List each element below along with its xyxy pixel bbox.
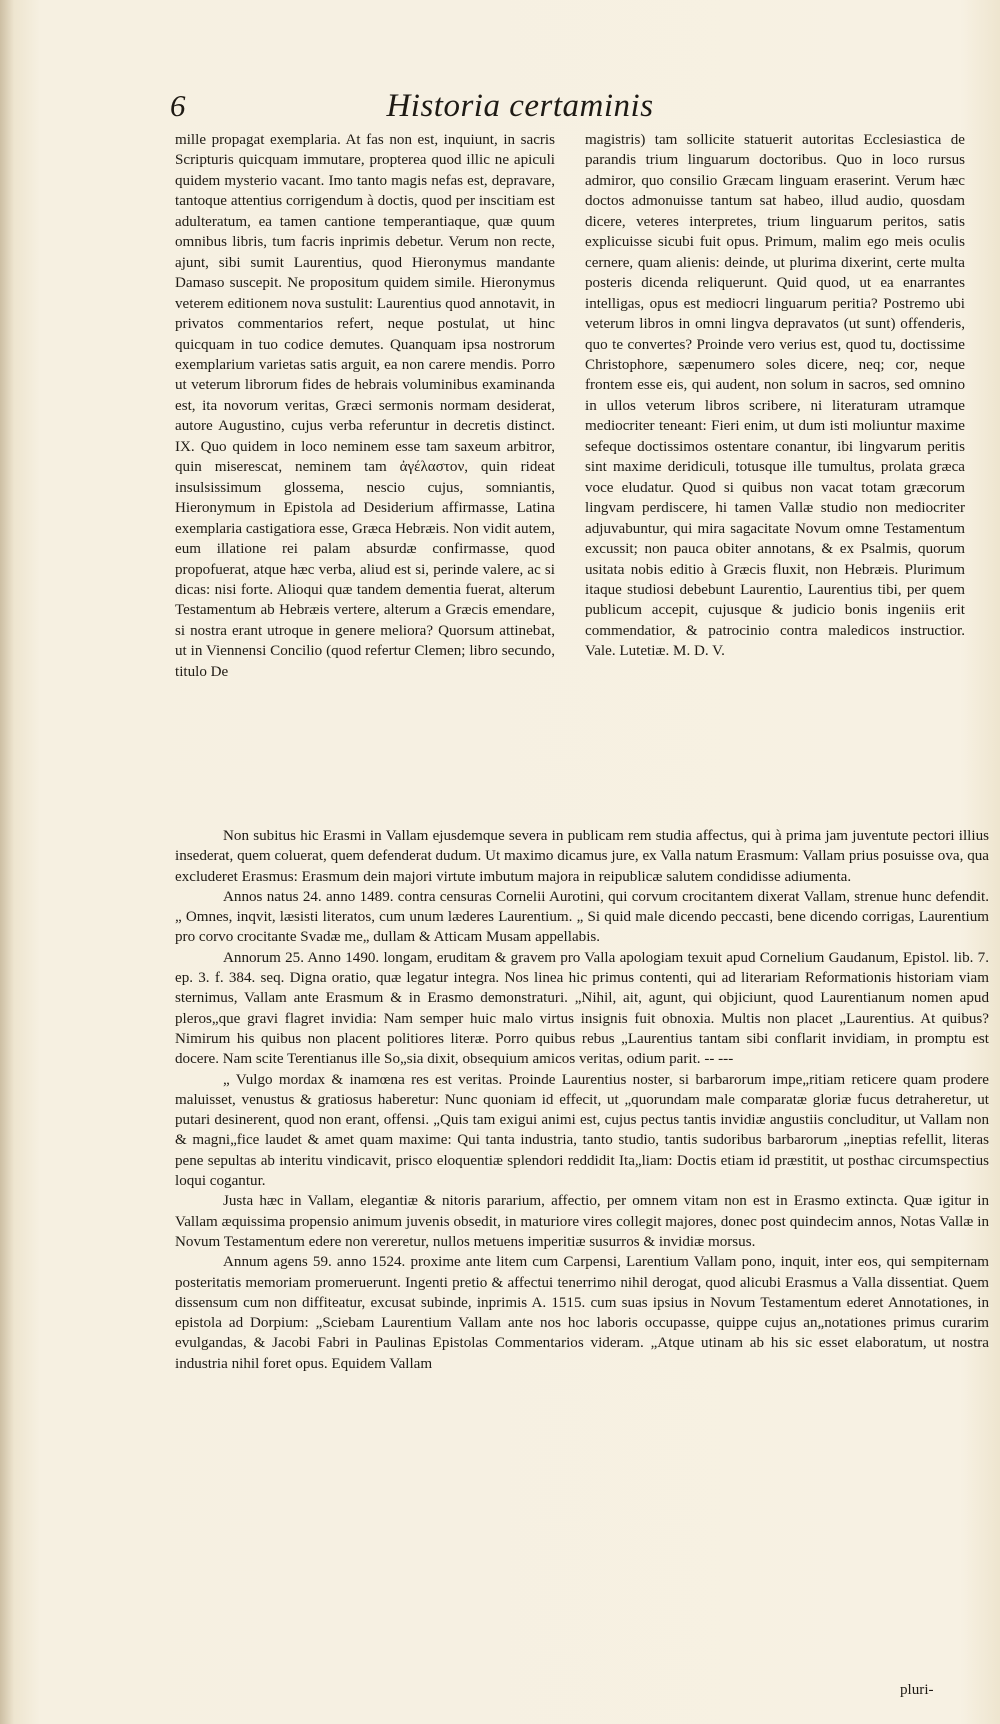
page-number: 6 [170,88,186,123]
catchword: pluri- [900,1682,934,1698]
main-text [175,826,989,1374]
paragraph-6: Annum agens 59. anno 1524. proxime ante litem cum Carpensi, Larentium Vallam pono, inquit, inter eos, qui sempiternam posteritatis memoriam promeruerunt. Ingenti pretio & affectui tenerrimo nihil derogat, quod alicubi Erasmus a Valla dissentiat. Quem dissensum cum non diffiteatur, excusat subinde, inprimis A. 1515. cum suas ipsius in Novum Testamentum ederet Annotationes, in epistola ad Dorpium: „Sciebam Laurentium Vallam ante nos hoc laboris occupasse, quippe cujus an„notationes primus curarim evulgandas, & Jacobi Fabri in Paulinas Epistolas Commentarios videram. „Atque utinam ab his sic esset elaboratum, ut nostra industria nihil foret opus. Equidem Vallam [175,1254,989,1372]
right-column [585,130,965,662]
paragraph-1: Non subitus hic Erasmi in Vallam ejusdemque severa in publicam rem studia affectus, qui à prima jam juventute pectori illius insederat, quem coluerat, quem defenderat dudum. Ut maximo dicamus jure, ex Valla natum Erasmum: Vallam prius posuisse ova, qua excluderet Erasmus: Erasmum dein majori virtute imbutum majora in reipublicæ salutem condidisse adiumenta. [175,828,989,885]
running-title: Historia certaminis [386,88,654,124]
page-edge-shadow [0,0,14,1724]
paragraph-2: Annos natus 24. anno 1489. contra censuras Cornelii Aurotini, qui corvum crocitantem dixerat Vallam, strenue hunc defendit. „ Omnes, inqvit, læsisti literatos, cum unum læderes Laurentium. „ Si quid male dicendo peccasti, bene dicendo corrigas, Laurentium pro corvo crocitante Svadæ me„ dullam & Atticam Musam appellabis. [175,888,989,946]
left-column [175,130,555,682]
paragraph-3: Annorum 25. Anno 1490. longam, eruditam & gravem pro Valla apologiam texuit apud Cornelium Gaudanum, Epistol. lib. 7. ep. 3. f. 384. seq. Digna oratio, quæ legatur integra. Nos linea hic primus contenti, qui ad literariam Reformationis historiam viam sternimus, Vallam ante Erasmum & in Erasmo demonstraturi. „Nihil, ait, agunt, qui objiciunt, quod Laurentianum nomen apud pleros„que gravi flagret invidia: Nam semper huic malo virtus insignis fuit obnoxia. Multis non placet „Laurentius. At quibus? Nimirum his quibus non placent politiores literæ. Porro quibus rebus „Laurentius tantam sibi conflarit invidiam, in promptu est docere. Nam scite Terentianus ille So„sia dixit, obsequium amicos veritas, odium parit. -- --- [175,949,989,1068]
right-column-text: magistris) tam sollicite statuerit autoritas Ecclesiastica de parandis trium linguarum doctoribus. Quo in loco rursus admiror, quo consilio Græcam linguam eraserint. Verum hæc doctos admonuisse tantum sat habeo, illud audio, quosdam dicere, veteres interpretes, trium linguarum peritos, satis explicuisse sicubi fuit opus. Primum, malim ego meis oculis cernere, quam alienis: deinde, ut plurima dixerint, certe multa posteris dicenda reliquerunt. Quid quod, ut ea enarrantes intelligas, opus est mediocri linguarum peritia? Postremo ubi veterum libros in omni lingva depravatos (ut sunt) offenderis, quo te convertes? Proinde vero verius est, quod tu, doctissime Christophore, sæpenumero soles dicere, neq; cor, neque frontem esse eis, qui audent, non solum in sacros, sed omnino in ullos veterum libros scribere, ni literaturam utramque mediocriter teneant: Fieri enim, ut dum isti moliuntur maxime sefeque doctissimos ostentare conantur, ibi lingvarum peritis sint maxime deridiculi, totusque ille tumultus, prolata græca voce eludatur. Quod si quibus non vacat totam græcorum lingvam perdiscere, hi tamen Vallæ studio non mediocriter adjuvabuntur, qui mira sagacitate Novum omne Testamentum excussit; non pauca obiter annotans, & ex Psalmis, quorum usitata nobis editio à Græcis fluxit, non Hebræis. Plurimum itaque studiosi debebunt Laurentio, Laurentius tibi, per quem publicum accepit, cujusque & judicio bonis ingeniis erit commendatior, & patrocinio contra maledicos instructior. Vale. Lutetiæ. M. D. V. [585,132,965,660]
two-column-section [175,130,989,830]
paragraph-5: Justa hæc in Vallam, elegantiæ & nitoris pararium, affectio, per omnem vitam non est in Erasmo extincta. Quæ igitur in Vallam æquissima propensio animum juvenis obsedit, in maturiore vires collegit majores, donec post quindecim annos, Notas Vallæ in Novum Testamentum edere non vereretur, nullos metuens imperitiæ susurros & invidiæ morsus. [175,1193,989,1250]
page-header [170,88,870,128]
paragraph-4: „ Vulgo mordax & inamœna res est veritas. Proinde Laurentius noster, si barbarorum impe„ritiam reticere quam prodere maluisset, venustus & gratiosus haberetur: Nunc quoniam id effecit, ut „quorundam male comparatæ gloriæ fucus detraheretur, ut putari desinerent, quod non erant, offensi. „Quis tam exigui animi est, cujus pectus tantis invidiæ angustiis concluditur, ut Vallam non & magni„fice laudet & amet quam maxime: Qui tanta industria, tanto studio, tantis sudoribus barbarorum „ineptias refellit, literas pene sepultas ab interitu vindicavit, prisco eloquentiæ splendori reddidit Ita„liam: Doctis etiam id præstitit, ut posthac circumspectius loqui cogantur. [175,1071,989,1190]
left-column-text: mille propagat exemplaria. At fas non est, inquiunt, in sacris Scripturis quicquam immutare, propterea quod illic ne apiculi quidem mysterio vacant. Imo tanto magis nefas est, depravare, tantoque attentius corrigendum à doctis, quod per inscitiam est adulteratum, ea tamen cantione temperantiaque, quæ quum omnibus libris, tum facris inprimis debetur. Verum non recte, ajunt, sibi sumit Laurentius, quod Hieronymus mandante Damaso suscepit. Ne propositum quidem simile. Hieronymus veterem editionem nova sustulit: Laurentius quod annotavit, in privatos commentarios refert, neque postulat, ut hinc quicquam in tuo codice demutes. Quanquam ipsa nostrorum exemplarium varietas satis arguit, ea non carere mendis. Porro ut veterum librorum fides de hebrais voluminibus examinanda est, ita novorum veritas, Græci sermonis normam desiderat, autore Augustino, cujus verba referuntur in decretis distinct. IX. Quo quidem in loco neminem esse tam saxeum arbitror, quin miserescat, neminem tam ἀγέλαστον, quin rideat insulsissimum glossema, nescio cujus, somniantis, Hieronymum in Epistola ad Desiderium affirmasse, Latina exemplaria castigatiora esse, Græca Hebræis. Non vidit autem, eum illatione rei palam absurdæ confirmasse, quod propofuerat, atque hæc verba, aliud est si, perinde valere, ac si dicas: nisi forte. Alioqui quæ tandem dementia fuerat, alterum Testamentum ab Hebræis vertere, alterum a Græcis emendare, si nostra erant utroque in genere meliora? Quorsum attinebat, ut in Viennensi Concilio (quod refertur Clemen; libro secundo, titulo De [175,132,555,680]
